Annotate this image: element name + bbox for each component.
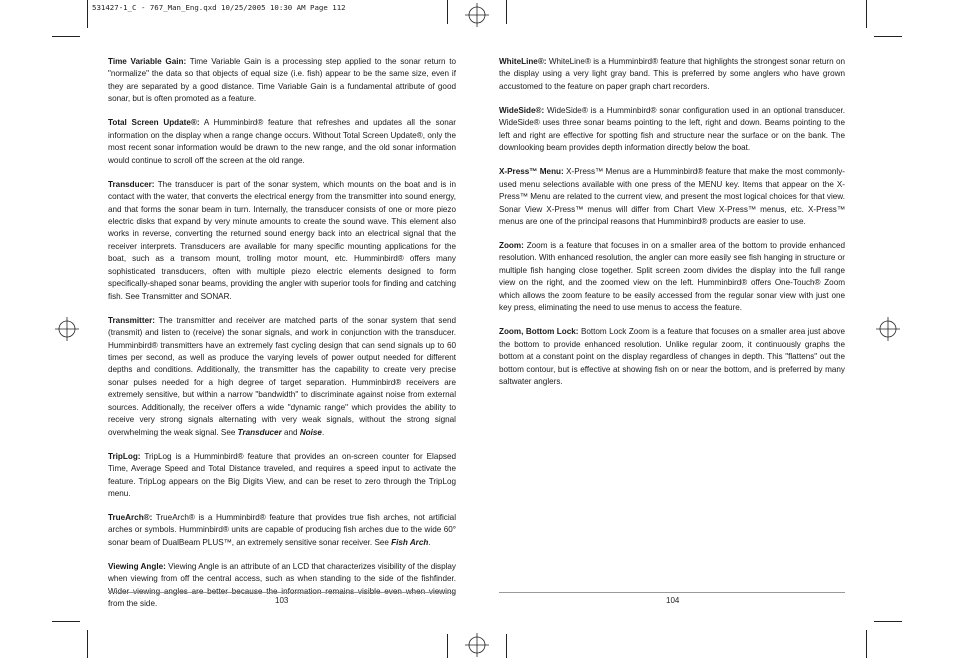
glossary-term: Zoom, Bottom Lock: — [499, 327, 579, 337]
glossary-definition: A Humminbird® feature that refreshes and updates all the sonar information on the display when a range change occurs. Without Total Screen Update®, only the most recent sonar information would be drawn to the new range, and the old sonar information would continue to scroll off the screen at the old range. — [108, 118, 456, 165]
glossary-term: WideSide®: — [499, 105, 545, 115]
left-page-column — [108, 56, 456, 622]
glossary-definition: X-Press™ Menus are a Humminbird® feature that make the most commonly-used menu selections available with one press of the MENU key. Items that appear on the X-Press™ Menu are related to the current view, and present the most logical choices for that view. Sonar View X-Press™ menus will differ from Chart View X-Press™ menus, etc. X-Press™ menus are one of the principal reasons that Humminbird® products are easier to use. — [499, 167, 845, 226]
fold-mark-bottom-right — [506, 634, 507, 658]
cross-reference: Noise — [299, 427, 322, 437]
print-slug-header: 531427-1_C - 767_Man_Eng.qxd 10/25/2005 10:30 AM Page 112 — [92, 3, 346, 12]
glossary-definition-end: . — [321, 427, 325, 437]
fold-mark-top-left — [447, 0, 448, 24]
glossary-term: X-Press™ Menu: — [499, 167, 564, 177]
glossary-entry-wideside — [499, 105, 845, 155]
right-page-number: 104 — [666, 596, 680, 605]
glossary-entry-zoom-bottom-lock — [499, 326, 845, 388]
glossary-definition: The transducer is part of the sonar system, which mounts on the boat and is in contact with the water, that converts the electrical energy from the transmitter into sound energy, and that forms the sonar beam in turn. Internally, the transducer consists of one or more piezo electric disks that expand by very minute amounts to create the sound wave. This element also works in reverse, converting the returned sound energy back into an electrical signal that the receiver interprets. Transducers are available for many specific mounting applications for the boat, such as a transom mount, trolling motor mount, etc. Humminbird® offers many sophisticated transducers, often with multiple piezo electric elements designed to form specifically-shaped sonar beams, providing the angler with superior tools for finding and catching fish. See Transmitter and SONAR. — [108, 179, 456, 301]
glossary-entry-zoom — [499, 240, 845, 315]
crop-mark-top-right-v — [866, 0, 867, 28]
glossary-definition: Time Variable Gain is a processing step applied to the sonar return to "normalize" the data so that objects of equal size (i.e. fish) appear to be the same size, even if they are separated by a good distance. Time Variable Gain is a fundamental attribute of good sonar, but is often promoted as a feature. — [108, 57, 456, 104]
registration-mark-top-icon — [465, 3, 489, 27]
registration-mark-bottom-icon — [465, 633, 489, 657]
glossary-entry-time-variable-gain — [108, 56, 456, 106]
registration-mark-right-icon — [876, 317, 900, 341]
left-page-number: 103 — [275, 596, 289, 605]
crop-mark-bottom-left-v — [87, 630, 88, 658]
glossary-entry-total-screen-update — [108, 117, 456, 167]
glossary-definition-joiner: and — [281, 427, 300, 437]
glossary-entry-triplog — [108, 451, 456, 501]
glossary-definition: Bottom Lock Zoom is a feature that focuses on a smaller area just above the bottom to provide enhanced resolution. Unlike regular zoom, it continuously graphs the bottom at a constant point on the display regardless of changes in depth. This "flattens" out the bottom contour, but is effective at showing fish on or near the bottom, and is preferred by many saltwater anglers. — [499, 327, 845, 386]
crop-mark-top-left-v — [87, 0, 88, 28]
glossary-term: Viewing Angle: — [108, 561, 166, 571]
cross-reference: Transducer — [237, 427, 282, 437]
glossary-definition: TrueArch® is a Humminbird® feature that provides true fish arches, not artificial arches or symbols. Humminbird® units are capable of producing fish arches due to the wide 60° sonar beam of DualBeam PLUS™, an extremely sensitive sonar receiver. See — [108, 513, 456, 547]
glossary-definition-end: . — [428, 537, 431, 547]
glossary-term: Zoom: — [499, 240, 524, 250]
glossary-definition: WideSide® is a Humminbird® sonar configuration used in an optional transducer. WideSide® uses three sonar beams pointing to the left, right and down. Beams pointing to the left and right are effective for spotting fish and structure near the surface or on the bank. The downlooking beam provides depth information directly below the boat. — [499, 105, 845, 153]
glossary-definition: TripLog is a Humminbird® feature that provides an on-screen counter for Elapsed Time, Average Speed and Total Distance traveled, and requires a speed input to activate the feature. TripLog appears on the Big Digits View, and can be reset to zero through the TripLog menu. — [108, 451, 456, 499]
glossary-entry-whiteline — [499, 56, 845, 93]
glossary-entry-transducer — [108, 179, 456, 304]
registration-mark-left-icon — [55, 317, 79, 341]
right-page-column — [499, 56, 845, 400]
glossary-term: WhiteLine®: — [499, 57, 547, 66]
fold-mark-bottom-left — [447, 634, 448, 658]
glossary-term: TrueArch®: — [108, 513, 153, 522]
cross-reference: Fish Arch — [391, 537, 429, 547]
crop-mark-bottom-right-h — [874, 621, 902, 622]
crop-mark-top-left-h — [52, 36, 80, 37]
glossary-entry-transmitter — [108, 315, 456, 440]
glossary-definition: The transmitter and receiver are matched parts of the sonar system that send (transmit) and listen to (receive) the sonar signals, and work in conjunction with the transducer. Humminbird® transmitters have an extremely fast cycling design that can send signals up to 60 times per second, as well as produce the varying levels of power output needed for different depths and conditions. Additionally, the transmitter has the capability to create very precise sonar pulses needed for a high degree of target separation. Humminbird® receivers are extremely sensitive, but within a narrow "bandwidth" to discriminate against noise from external sources. Additionally, the receiver offers a wide "dynamic range" which provides the ability to receive very strong signals alternating with very weak signals, without the strong signal overwhelming the weak signal. See — [108, 315, 456, 437]
right-footer-rule — [499, 592, 845, 593]
crop-mark-bottom-right-v — [866, 630, 867, 658]
glossary-term: Transducer: — [108, 179, 155, 189]
glossary-entry-x-press-menu — [499, 166, 845, 228]
glossary-definition: Viewing Angle is an attribute of an LCD that characterizes visibility of the display when viewing from off the central access, such as when standing to the side of the fishfinder. Wider viewing angles are better because the information remains visible even when viewing from the side. — [108, 561, 456, 609]
crop-mark-top-right-h — [874, 36, 902, 37]
glossary-term: TripLog: — [108, 451, 141, 461]
glossary-term: Time Variable Gain: — [108, 57, 187, 66]
crop-mark-bottom-left-h — [52, 621, 80, 622]
glossary-definition: WhiteLine® is a Humminbird® feature that highlights the strongest sonar return on the display using a very light gray band. This is preferred by some anglers who have grown accustomed to the feature on paper graph chart recorders. — [499, 57, 845, 91]
glossary-term: Total Screen Update®: — [108, 118, 200, 128]
glossary-definition: Zoom is a feature that focuses in on a smaller area of the bottom to provide enhanced resolution. With enhanced resolution, the angler can more easily see fish hanging in structure or multiple fish hanging close together. Split screen zoom divides the display into the full range view on the right, and the zoomed view on the left. Humminbird® offers One-Touch® Zoom which allows the zoom feature to be easily accessed from the regular sonar view with just one key press, eliminating the need to use menus to access the feature. — [499, 240, 845, 313]
glossary-term: Transmitter: — [108, 315, 155, 325]
glossary-entry-truearch — [108, 512, 456, 549]
left-footer-rule — [108, 592, 456, 593]
fold-mark-top-right — [506, 0, 507, 24]
